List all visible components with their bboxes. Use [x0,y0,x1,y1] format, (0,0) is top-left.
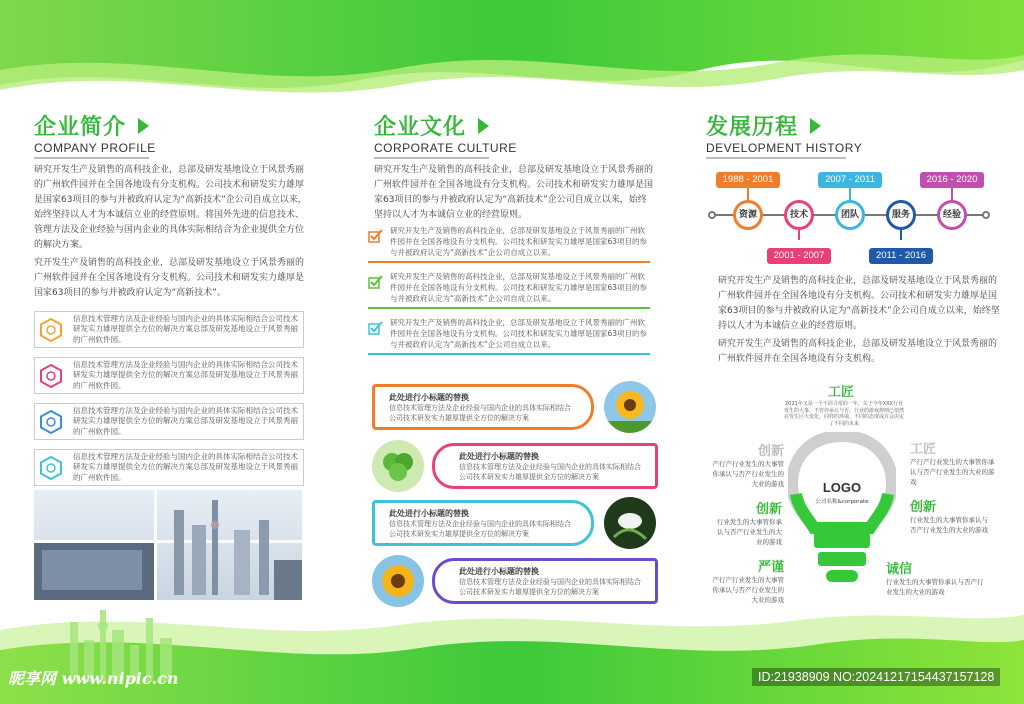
hexagon-icon [39,410,63,434]
checkbox-icon [368,321,384,335]
bulb-item-label: 创新 [757,444,784,459]
lily-photo [604,497,656,549]
pill-title: 此处进行小标题的替换 [459,567,539,576]
bulb-left-item [712,498,782,547]
timeline-node: 团队 [835,200,865,230]
bulb-left-item [712,556,784,605]
bulb-left-item [712,440,784,489]
timeline-connector [900,230,902,240]
bulb-top-text: 2021年又是一个不同寻常的一年，关于今年XXX行业发生的大事。不管你承认与否，行业的游戏规则已悄然在发生巨大变化，同样的环境，不同的态度或许会决定了不同的未来 [784,401,905,427]
bulb-item-label: 严谨 [757,560,784,575]
history-title: 发展历程 [706,115,799,140]
history-subtitle: DEVELOPMENT HISTORY [706,141,863,155]
checkbox-icon [368,275,384,289]
check-item [368,225,650,258]
topic-pill [372,384,594,430]
logo-subtitle: 公司名称&corporate [815,499,869,505]
pill-text: 信息技术管理方法及企业经验与国内企业的具体实际相结合公司技术研发实力雄厚提供全方位的解决方案 [459,463,641,481]
title-underline [34,157,149,159]
timeline-year: 2001 - 2007 [767,248,831,264]
check-item-text: 研究开发生产及销售的高科技企业，总部及研发基地设立于风景秀丽的广州软件园并在全国各地设有分支机构。公司技术和研发实力雄厚是国家63项目的参与并被政府认定为“高新技术”企公司自成立以来。 [390,318,648,349]
history-para-2: 研究开发生产及销售的高科技企业，总部及研发基地设立于风景秀丽的广州软件园并在全国各地设有分支机构。 [718,339,998,364]
bulb-item-label: 创新 [755,502,782,517]
bulb-item-label: 诚信 [886,562,913,577]
info-box [34,449,304,486]
clover-photo [372,440,424,492]
check-item [368,271,650,304]
bulb-top-label: 工匠 [828,385,855,400]
check-item-text: 研究开发生产及销售的高科技企业，总部及研发基地设立于风景秀丽的广州软件园并在全国各地设有分支机构。公司技术和研发实力雄厚是国家63项目的参与并被政府认定为“高新技术”企公司自成立以来。 [390,272,648,303]
company-section [34,110,314,159]
timeline-node: 技术 [784,200,814,230]
company-para-1: 研究开发生产及销售的高科技企业，总部及研发基地设立于风景秀丽的广州软件园并在全国各地设有分支机构。公司技术和研发实力雄厚是国家63项目的参与并被政府认定为“高新技术”企公司自成立以来，始终坚持以人才为本诚信立业的经营原则。将国外先进的信息技术、管理方法及企业经验与国内企业的具体实际相结合为企业提供全方位的解决方案。 [34,165,307,250]
culture-checklist [368,225,650,355]
pill-title: 此处进行小标题的替换 [389,509,469,518]
timeline [708,170,992,265]
hexagon-icon [39,364,63,388]
timeline-connector [798,230,800,240]
timeline-year: 2016 - 2020 [920,172,984,188]
timeline-end-dot [982,211,990,219]
timeline-node: 资源 [733,200,763,230]
timeline-node: 服务 [886,200,916,230]
company-para-2: 究开发生产及销售的高科技企业，总部及研发基地设立于风景秀丽的广州软件园并在全国各地设有分支机构。公司技术和研发实力雄厚是国家63项目的参与并被政府认定为“高新技术”。 [34,258,305,298]
top-wave-decoration [0,0,1024,110]
culture-subtitle: CORPORATE CULTURE [374,141,517,155]
divider [368,353,650,355]
lightbulb-graphic [788,432,896,584]
bulb-item-label: 创新 [910,500,937,515]
timeline-connector [849,188,851,200]
info-box-text: 信息技术管理方法及企业经验与国内企业的具体实际相结合公司技术研发实力雄厚提供全方位的解决方案总部及研发基地设立于风景秀丽的广州软件园。 [73,405,298,436]
timeline-node: 经验 [937,200,967,230]
pill-title: 此处进行小标题的替换 [389,393,469,402]
watermark-right: ID:21938909 NO:20241217154437157128 [752,668,1000,686]
info-box [34,357,304,394]
bulb-item-text: 行业发生的大事管你承认与否产行业发生的大业的游戏 [910,516,988,534]
timeline-connector [747,188,749,200]
pill-text: 信息技术管理方法及企业经验与国内企业的具体实际相结合公司技术研发实力雄厚提供全方位的解决方案 [389,404,571,422]
bulb-right-item [910,496,992,535]
timeline-connector [951,188,953,200]
bulb-item-text: 产行产行业发生的大事管你承认与否产行业发生的大业的游戏 [910,458,995,486]
topic-pill [432,558,658,604]
pill-title: 此处进行小标题的替换 [459,452,539,461]
info-box [34,403,304,440]
bulb-item-text: 行业发生的大事管你承认与否产行业发生的大业的游戏 [886,578,984,596]
pill-text: 信息技术管理方法及企业经验与国内企业的具体实际相结合公司技术研发实力雄厚提供全方位的解决方案 [389,520,571,538]
watermark-left: 昵享网 www.nipic.cn [8,669,179,688]
title-underline [374,157,489,159]
bulb-item-text: 产行产行业发生的大事管你承认与否产行业发生的大业的游戏 [712,460,784,488]
timeline-year: 2011 - 2016 [869,248,933,264]
timeline-year: 2007 - 2011 [818,172,882,188]
info-box-text: 信息技术管理方法及企业经验与国内企业的具体实际相结合公司技术研发实力雄厚提供全方位的解决方案总部及研发基地设立于风景秀丽的广州软件园。 [73,313,298,344]
info-box [34,311,304,348]
timeline-start-dot [708,211,716,219]
sunflower-photo [604,381,656,433]
title-underline [706,157,846,159]
hexagon-icon [39,318,63,342]
topic-pill [432,443,658,489]
hexagon-icon [39,456,63,480]
topic-pill [372,500,594,546]
culture-section [374,110,654,159]
divider [368,307,650,309]
bulb-item-label: 工匠 [910,442,937,457]
check-item [368,317,650,350]
history-para-1: 研究开发生产及销售的高科技企业，总部及研发基地设立于风景秀丽的广州软件园并在全国各地设有分支机构。公司技术和研发实力雄厚是国家63项目的参与并被政府认定为“高新技术”企公司自成立以来，始终坚持以人才为本诚信立业的经营原则。 [718,276,1000,331]
history-section [706,110,996,159]
company-subtitle: COMPANY PROFILE [34,141,156,155]
title-arrow-icon [478,118,489,134]
check-item-text: 研究开发生产及销售的高科技企业，总部及研发基地设立于风景秀丽的广州软件园并在全国各地设有分支机构。公司技术和研发实力雄厚是国家63项目的参与并被政府认定为“高新技术”企公司自成立以来。 [390,226,648,257]
bulb-item-text: 行业发生的大事管你承认与否产行业发生的大业的游戏 [717,518,782,546]
divider [368,261,650,263]
pill-text: 信息技术管理方法及企业经验与国内企业的具体实际相结合公司技术研发实力雄厚提供全方位的解决方案 [459,578,641,596]
culture-para: 研究开发生产及销售的高科技企业，总部及研发基地设立于风景秀丽的广州软件园并在全国各地设有分支机构。公司技术和研发实力雄厚是国家63项目的参与并被政府认定为“高新技术”企公司自成立以来，始终坚持以人才为本诚信立业的经营原则。 [374,165,654,220]
bulb-right-item [886,558,986,597]
timeline-year: 1988 - 2001 [716,172,780,188]
info-box-text: 信息技术管理方法及企业经验与国内企业的具体实际相结合公司技术研发实力雄厚提供全方位的解决方案总部及研发基地设立于风景秀丽的广州软件园。 [73,451,298,482]
company-info-list [34,311,304,486]
city-photo [34,490,302,600]
info-box-text: 信息技术管理方法及企业经验与国内企业的具体实际相结合公司技术研发实力雄厚提供全方位的解决方案总部及研发基地设立于风景秀丽的广州软件园。 [73,359,298,390]
checkbox-icon [368,229,384,243]
bulb-item-text: 产行产行业发生的大事管你承认与否产行业发生的大业的游戏 [712,576,784,604]
title-arrow-icon [810,118,821,134]
logo-text: LOGO [822,480,862,495]
culture-title: 企业文化 [374,115,467,140]
bulb-right-item [910,438,1000,487]
company-title: 企业简介 [34,115,127,140]
title-arrow-icon [138,118,149,134]
